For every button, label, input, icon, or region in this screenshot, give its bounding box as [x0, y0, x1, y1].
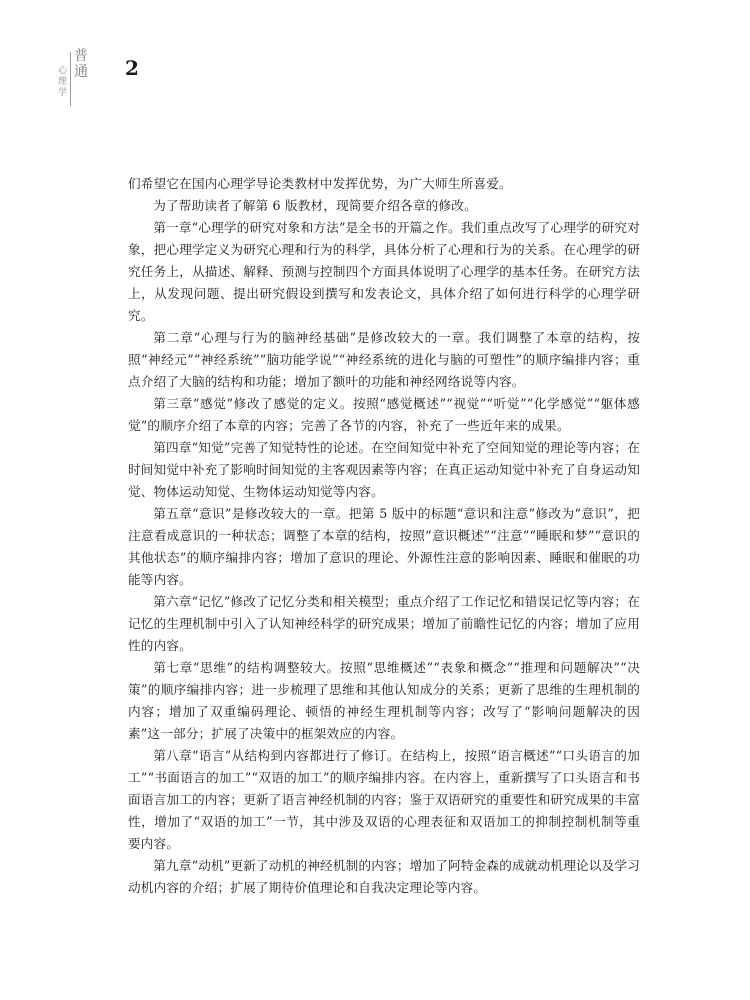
book-title-char: 通 [74, 64, 88, 80]
logo-divider [70, 52, 71, 106]
paragraph: 第七章“思维”的结构调整较大。按照“思维概述”“表象和概念”“推理和问题解决”“决策”的顺序编排内容；进一步梳理了思维和其他认知成分的关系；更新了思维的生理机制的内容；增加了双重编码理论、顿悟的神经生理机制等内容；改写了“影响问题解决的因素”这一部分；扩展了决策中的框架效应的内容。 [128, 660, 640, 741]
paragraph: 第九章“动机”更新了动机的神经机制的内容；增加了阿特金森的成就动机理论以及学习动机内容的介绍；扩展了期待价值理论和自我决定理论等内容。 [128, 858, 640, 895]
paragraph: 第五章“意识”是修改较大的一章。把第 5 版中的标题“意识和注意”修改为“意识”，把注意看成意识的一种状态；调整了本章的结构，按照“意识概述”“注意”“睡眠和梦”“意识的其他状态”的顺序编排内容；增加了意识的理论、外源性注意的影响因素、睡眠和催眠的功能等内容。 [128, 506, 640, 587]
paragraph: 第四章“知觉”完善了知觉特性的论述。在空间知觉中补充了空间知觉的理论等内容；在时间知觉中补充了影响时间知觉的主客观因素等内容；在真正运动知觉中补充了自身运动知觉、物体运动知觉、生物体运动知觉等内容。 [128, 440, 640, 499]
paragraph: 第二章“心理与行为的脑神经基础”是修改较大的一章。我们调整了本章的结构，按照“神经元”“神经系统”“脑功能学说”“神经系统的进化与脑的可塑性”的顺序编排内容；重点介绍了大脑的结构和功能；增加了额叶的功能和神经网络说等内容。 [128, 330, 640, 389]
book-title-small [56, 66, 69, 99]
paragraph: 们希望它在国内心理学导论类教材中发挥优势，为广大师生所喜爱。 [128, 176, 512, 191]
book-title-char: 普 [74, 48, 88, 64]
paragraph: 第三章“感觉”修改了感觉的定义。按照“感觉概述”“视觉”“听觉”“化学感觉”“躯体感觉”的顺序介绍了本章的内容；完善了各节的内容，补充了一些近年来的成果。 [128, 396, 640, 433]
book-title-char: 学 [57, 88, 67, 98]
paragraph: 第一章“心理学的研究对象和方法”是全书的开篇之作。我们重点改写了心理学的研究对象，把心理学定义为研究心理和行为的科学，具体分析了心理和行为的关系。在心理学的研究任务上，从描述、解释、预测与控制四个方面具体说明了心理学的基本任务。在研究方法上，从发现问题、提出研究假设到撰写和发表论文，具体介绍了如何进行科学的心理学研究。 [128, 220, 640, 323]
paragraph: 为了帮助读者了解第 6 版教材，现简要介绍各章的修改。 [153, 198, 477, 213]
book-title-char: 理 [57, 77, 67, 87]
paragraph: 第八章“语言”从结构到内容都进行了修订。在结构上，按照“语言概述”“口头语言的加工”“书面语言的加工”“双语的加工”的顺序编排内容。在内容上，重新撰写了口头语言和书面语言加工的内容；更新了语言神经机制的内容；鉴于双语研究的重要性和研究成果的丰富性，增加了“双语的加工”一节，其中涉及双语的心理表征和双语加工的抑制控制机制等重要内容。 [128, 748, 640, 851]
book-title-logo [56, 48, 104, 110]
body-text [128, 173, 640, 899]
book-title-large [73, 48, 89, 80]
book-title-char: 心 [57, 66, 67, 76]
page-number: 2 [125, 56, 139, 80]
paragraph: 第六章“记忆”修改了记忆分类和相关模型；重点介绍了工作记忆和错误记忆等内容；在记忆的生理机制中引入了认知神经科学的研究成果；增加了前瞻性记忆的内容；增加了应用性的内容。 [128, 594, 640, 653]
